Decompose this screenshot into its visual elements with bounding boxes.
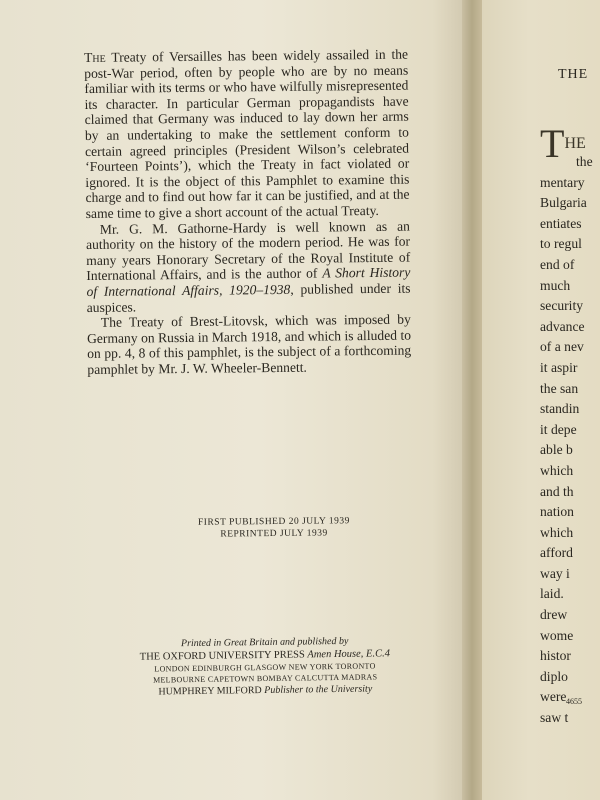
right-line: Bulgaria <box>540 195 587 211</box>
reprinted: REPRINTED JULY 1939 <box>220 528 328 540</box>
right-line: laid. <box>540 586 564 602</box>
cities-line-2: MELBOURNE CAPETOWN BOMBAY CALCUTTA MADRAS <box>152 672 378 685</box>
right-line: able b <box>540 442 573 458</box>
signature-code: 4655 <box>566 697 582 706</box>
right-line: it aspir <box>540 359 578 375</box>
right-page-title: THE <box>558 67 589 82</box>
right-line: drew <box>540 607 568 623</box>
paragraph-2-text-before: Mr. G. M. Gathorne-Hardy is well known as an authority on the history of the modern period. He was for many years Honorary Secretary of the Royal Institute of International Affairs, and is the author of <box>85 218 411 284</box>
first-published: FIRST PUBLISHED 20 JULY 1939 <box>197 516 350 528</box>
book-gutter <box>462 0 484 800</box>
right-line: afford <box>540 545 573 561</box>
right-page <box>482 0 600 800</box>
right-line: histor <box>540 648 571 664</box>
right-line: which <box>540 462 574 478</box>
publication-info <box>174 515 374 541</box>
press-name: THE OXFORD UNIVERSITY PRESS <box>139 649 305 663</box>
printed-line: Printed in Great Britain and published by <box>180 635 349 650</box>
right-line: end of <box>540 256 575 272</box>
publisher-role: Publisher to the University <box>264 683 373 697</box>
right-line: which <box>540 524 574 540</box>
right-line: the san <box>540 380 579 396</box>
right-line: entiates <box>540 215 582 231</box>
right-line: much <box>540 277 571 293</box>
right-line: were <box>540 689 567 705</box>
book-title: A Short History of International Affairs, 1920–1938 <box>86 264 411 299</box>
publisher-line <box>115 682 415 699</box>
right-line: wome <box>540 627 574 643</box>
drop-cap-letter: T <box>540 121 565 166</box>
right-line: it depe <box>540 421 577 437</box>
right-line: diplo <box>540 668 568 684</box>
paragraph-2-text-after: , published under its auspices. <box>86 280 411 315</box>
paragraph-1-lead: The <box>84 49 106 65</box>
right-line: advance <box>540 318 585 334</box>
drop-cap-rest: HE <box>564 135 586 152</box>
body-text <box>84 47 411 378</box>
paragraph-2 <box>86 218 411 315</box>
cities-line-1: LONDON EDINBURGH GLASGOW NEW YORK TORONTO <box>154 661 376 674</box>
right-line: the <box>576 154 593 169</box>
right-line: of a nev <box>540 339 584 355</box>
publisher-name: HUMPHREY MILFORD <box>158 685 262 698</box>
paragraph-3 <box>87 312 412 378</box>
press-address: Amen House, E.C.4 <box>307 648 390 661</box>
paragraph-3-text: The Treaty of Brest-Litovsk, which was imposed by Germany on Russia in March 1918, and which is alluded to on pp. 4, 8 of this pamphlet, is the subject of a forthcoming pamphlet by Mr. J. W. Wheeler-Bennett. <box>86 311 412 377</box>
right-line: security <box>540 298 584 314</box>
right-line: and th <box>540 483 574 499</box>
right-line: mentary <box>540 174 585 190</box>
right-line: way i <box>540 565 570 581</box>
right-line: nation <box>540 504 574 520</box>
right-page-lines <box>540 152 593 729</box>
paragraph-1-text: Treaty of Versailles has been widely assailed in the post-War period, often by people who are by no means familiar with its terms or who have wilfully misrepresented its character. In particular German propagandists have claimed that Germany was induced to lay down her arms by an undertaking to make the settlement conform to certain agreed principles (President Wilson’s celebrated ‘Fourteen Points’), which the Treaty in fact violated or ignored. It is the object of this Pamphlet to examine this charge and to find out how far it can be justified, and at the same time to give a short account of the actual Treaty. <box>84 46 410 221</box>
imprint <box>115 634 416 699</box>
right-line: standin <box>540 401 580 417</box>
right-line: saw t <box>540 710 569 726</box>
paragraph-1 <box>84 47 410 222</box>
right-line: to regul <box>540 236 582 252</box>
